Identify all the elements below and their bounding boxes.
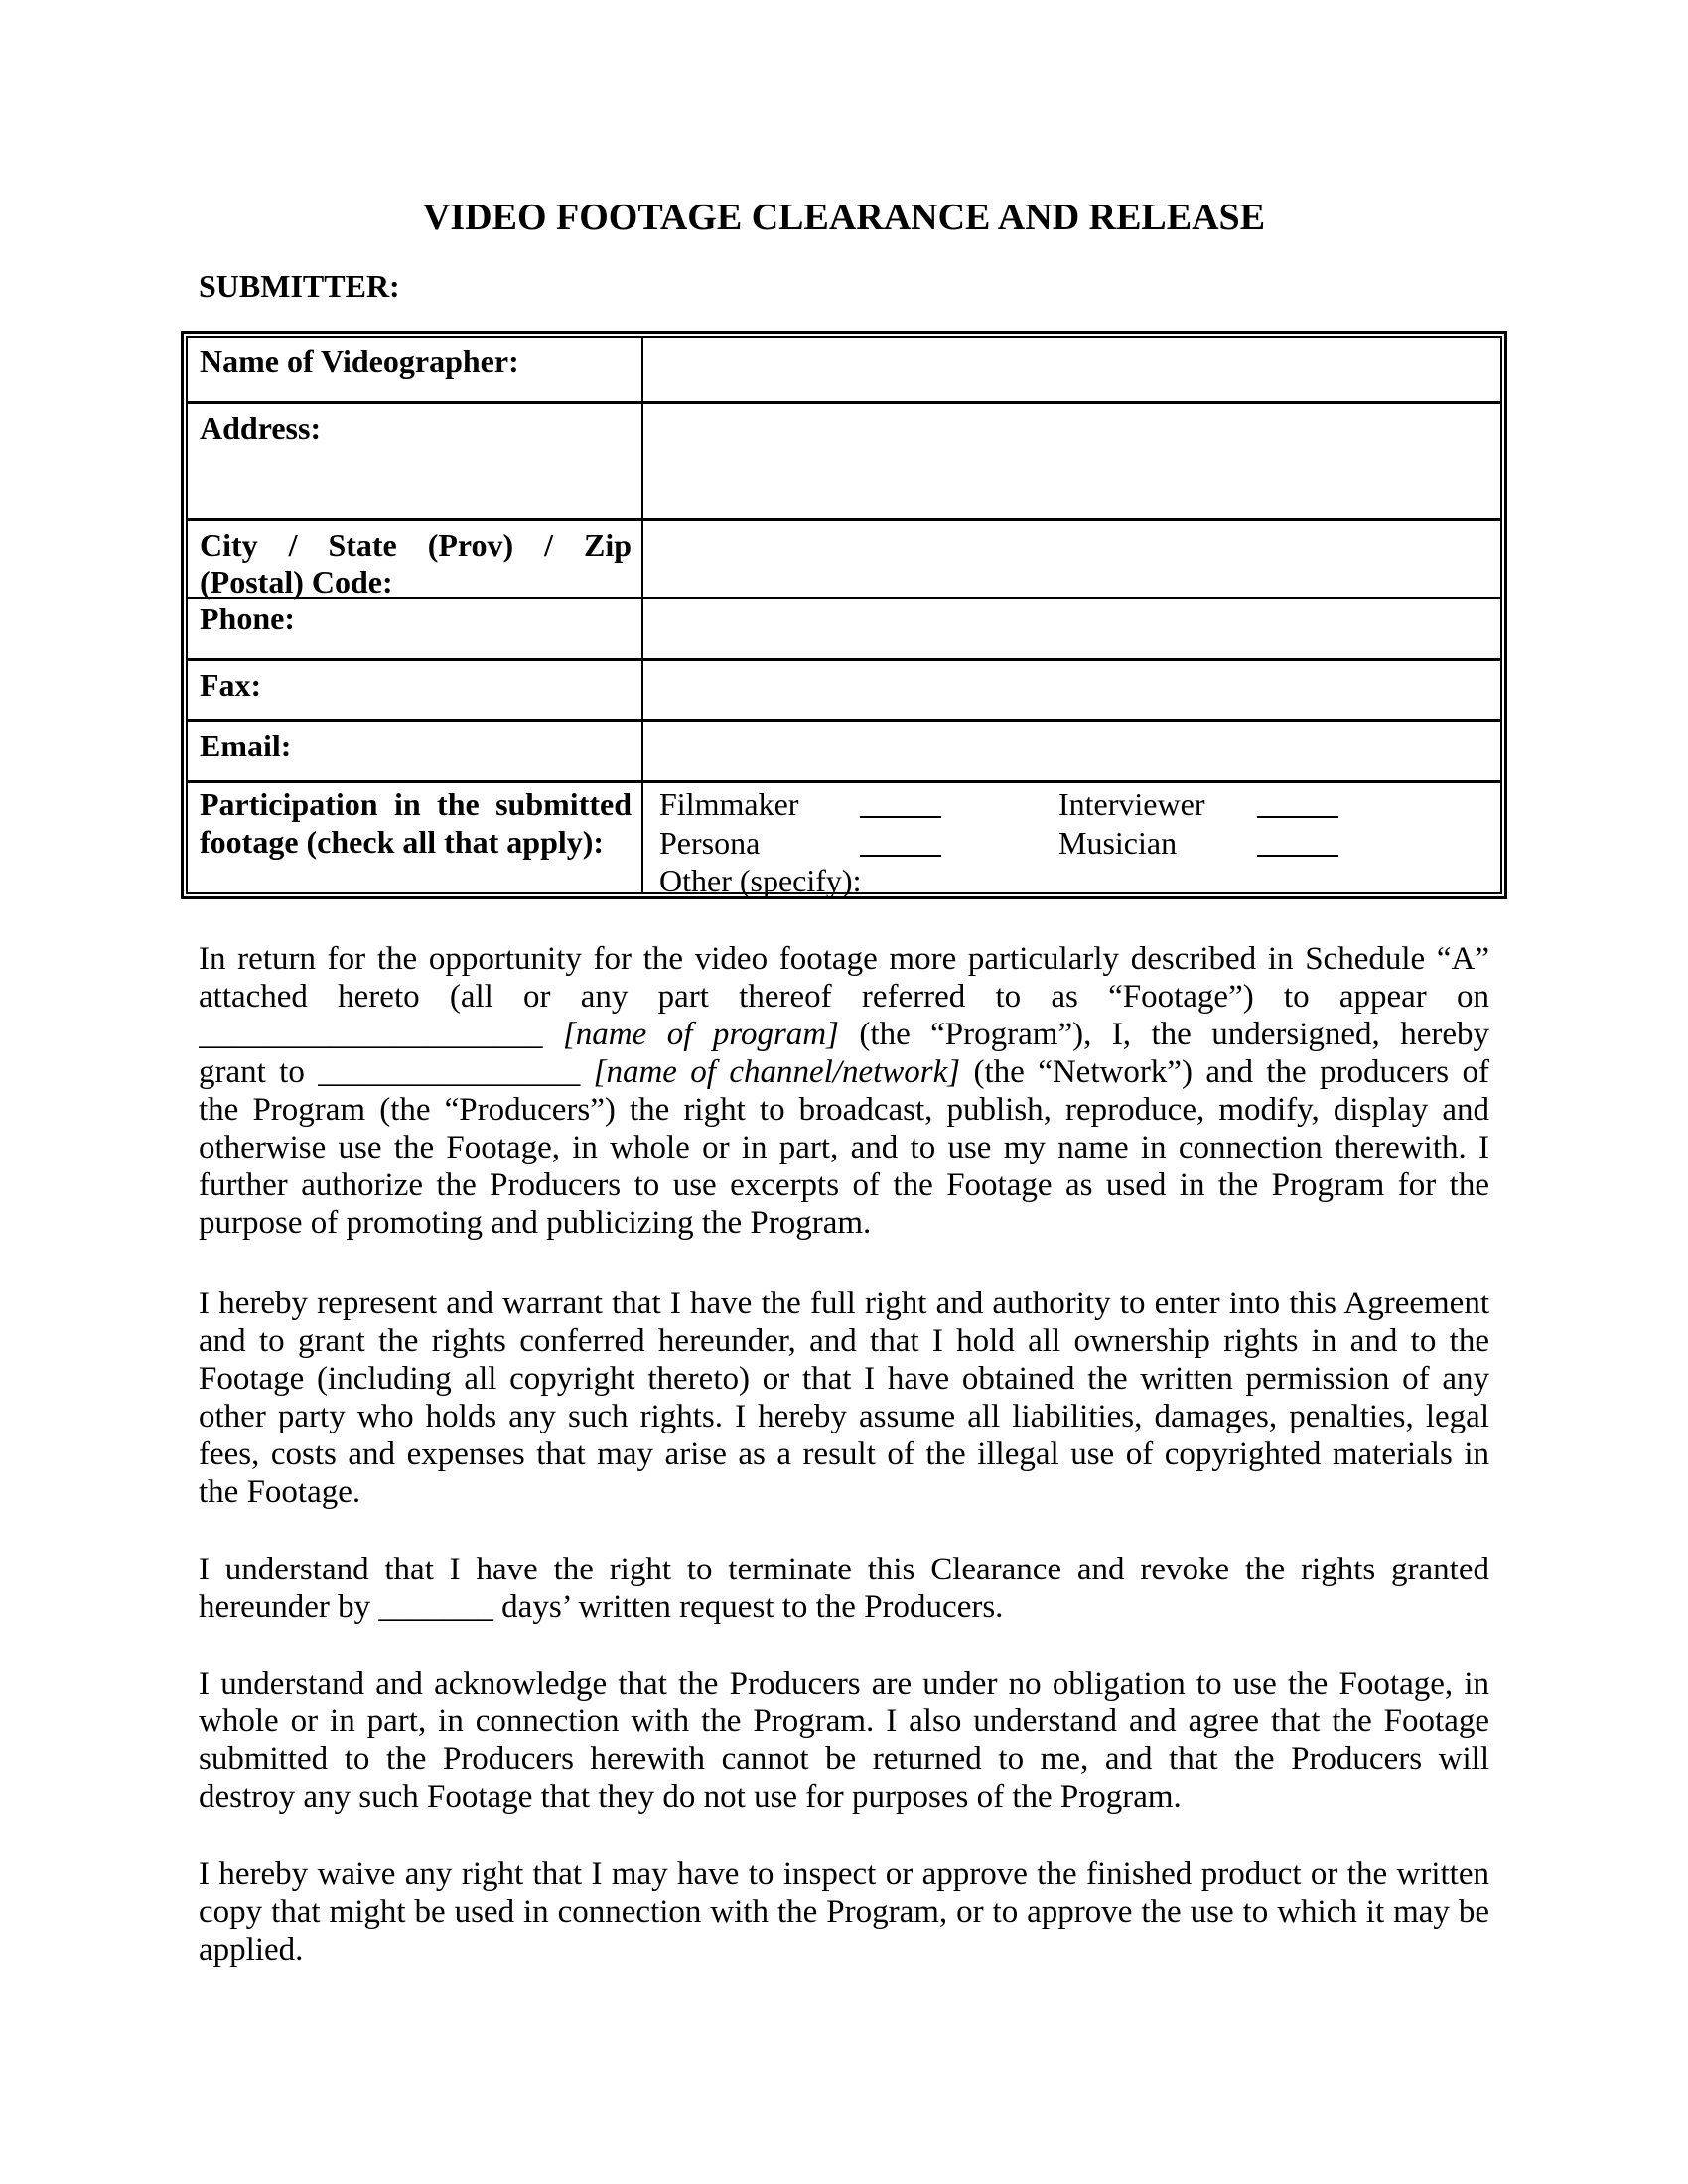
fill-in-blank[interactable]: _____________________ bbox=[199, 1017, 543, 1052]
paragraph-line bbox=[199, 1931, 1489, 1969]
paragraph-line bbox=[199, 940, 1489, 978]
text-run: (the “Network”) and the producers of bbox=[960, 1054, 1489, 1090]
paragraph-line bbox=[199, 1665, 1489, 1703]
section-heading-submitter: SUBMITTER: bbox=[199, 268, 400, 304]
form-row-fax bbox=[188, 658, 1500, 719]
paragraph-line bbox=[199, 1166, 1489, 1204]
phone-field[interactable] bbox=[643, 599, 1500, 658]
paragraph-line bbox=[199, 1435, 1489, 1473]
option-label-interviewer: Interviewer bbox=[1058, 786, 1205, 822]
option-musician bbox=[1058, 824, 1177, 862]
checkbox-blank-persona[interactable] bbox=[860, 855, 941, 857]
paragraph-line bbox=[199, 1473, 1489, 1511]
paragraph-line bbox=[199, 978, 1489, 1016]
submitter-form-table bbox=[181, 331, 1507, 899]
fill-in-blank[interactable]: _______ bbox=[378, 1589, 493, 1625]
paragraph-termination bbox=[199, 1551, 1489, 1626]
form-label-participation bbox=[188, 783, 643, 892]
text-run: grant to bbox=[199, 1054, 319, 1090]
text-run: Footage (including all copyright thereto) or that I have obtained the written permission of any bbox=[199, 1361, 1489, 1397]
text-run: and to grant the rights conferred hereunder, and that I hold all ownership rights in and to the bbox=[199, 1323, 1489, 1359]
form-row-city-state-zip bbox=[188, 518, 1500, 600]
text-run: the Footage. bbox=[199, 1474, 361, 1510]
paragraph-line bbox=[199, 1285, 1489, 1322]
paragraph-line bbox=[199, 1703, 1489, 1740]
paragraph-line bbox=[199, 1053, 1489, 1091]
label-line: Email: bbox=[200, 728, 292, 763]
document-title: VIDEO FOOTAGE CLEARANCE AND RELEASE bbox=[422, 197, 1266, 238]
text-run: I hereby represent and warrant that I have the full right and authority to enter into this Agreement bbox=[199, 1286, 1489, 1321]
checkbox-blank-filmmaker[interactable] bbox=[860, 816, 941, 818]
paragraph-line bbox=[199, 1016, 1489, 1053]
paragraph-line bbox=[199, 1398, 1489, 1435]
text-run: destroy any such Footage that they do not use for purposes of the Program. bbox=[199, 1779, 1182, 1815]
text-run: I understand and acknowledge that the Producers are under no obligation to use the Footage, in bbox=[199, 1666, 1489, 1702]
paragraph-line bbox=[199, 1893, 1489, 1931]
paragraph-line bbox=[199, 1588, 1489, 1626]
text-run: I hereby waive any right that I may have to inspect or approve the finished product or the written bbox=[199, 1856, 1489, 1892]
paragraph-line bbox=[199, 1360, 1489, 1398]
paragraph-line bbox=[199, 1091, 1489, 1129]
option-other bbox=[659, 862, 861, 899]
text-run: In return for the opportunity for the video footage more particularly described in Schedule “A” bbox=[199, 941, 1489, 977]
form-label-phone bbox=[188, 599, 643, 658]
text-run: purpose of promoting and publicizing the Program. bbox=[199, 1205, 872, 1241]
fill-in-blank[interactable]: ________________ bbox=[318, 1054, 581, 1090]
option-label-filmmaker: Filmmaker bbox=[659, 786, 799, 822]
paragraph-waiver bbox=[199, 1855, 1489, 1969]
form-row-phone bbox=[188, 597, 1500, 658]
paragraph-line bbox=[199, 1551, 1489, 1588]
paragraph-representations-warranties bbox=[199, 1285, 1489, 1511]
fax-field[interactable] bbox=[643, 661, 1500, 719]
text-run: otherwise use the Footage, in whole or in part, and to use my name in connection therewith. I bbox=[199, 1130, 1489, 1165]
form-label-address bbox=[188, 404, 643, 518]
option-label-other: Other (specify): bbox=[659, 863, 862, 898]
text-run: (the “Program”), I, the undersigned, hereby bbox=[838, 1017, 1489, 1052]
paragraph-line bbox=[199, 1129, 1489, 1166]
option-interviewer bbox=[1058, 785, 1204, 823]
text-run: copy that might be used in connection with the Program, or to approve the use to which it may be bbox=[199, 1894, 1489, 1930]
text-run: hereunder by bbox=[199, 1589, 379, 1625]
checkbox-blank-musician[interactable] bbox=[1257, 855, 1338, 857]
label-line: City / State (Prov) / Zip bbox=[200, 527, 632, 563]
paragraph-no-obligation bbox=[199, 1665, 1489, 1816]
text-run: attached hereto (all or any part thereof referred to as “Footage”) to appear on bbox=[199, 979, 1489, 1015]
label-line: (Postal) Code: bbox=[200, 564, 393, 600]
placeholder-hint: [name of channel/network] bbox=[593, 1054, 961, 1090]
label-line: footage (check all that apply): bbox=[200, 824, 605, 860]
text-run: whole or in part, in connection with the Program. I also understand and agree that the Footage bbox=[199, 1704, 1489, 1739]
text-run: applied. bbox=[199, 1932, 304, 1968]
option-label-persona: Persona bbox=[659, 825, 761, 861]
paragraph-line bbox=[199, 1322, 1489, 1360]
label-line: Address: bbox=[200, 410, 322, 446]
form-row-participation bbox=[188, 780, 1500, 898]
paragraph-line bbox=[199, 1855, 1489, 1893]
option-label-musician: Musician bbox=[1058, 825, 1178, 861]
placeholder-hint: [name of program] bbox=[562, 1017, 839, 1052]
city-state-zip-field[interactable] bbox=[643, 521, 1500, 597]
text-run: submitted to the Producers herewith cannot be returned to me, and that the Producers will bbox=[199, 1741, 1489, 1777]
text-run: fees, costs and expenses that may arise as a result of the illegal use of copyrighted materials in bbox=[199, 1436, 1489, 1472]
form-label-fax bbox=[188, 661, 643, 719]
videographer-name-field[interactable] bbox=[643, 338, 1500, 401]
form-label-email bbox=[188, 722, 643, 780]
paragraph-line bbox=[199, 1204, 1489, 1242]
form-label-name bbox=[188, 338, 643, 401]
participation-options bbox=[643, 783, 1500, 898]
label-line: Fax: bbox=[200, 667, 262, 703]
other-specify-field[interactable] bbox=[880, 892, 1346, 894]
text-run bbox=[580, 1054, 593, 1090]
text-run: other party who holds any such rights. I hereby assume all liabilities, damages, penalties, legal bbox=[199, 1399, 1489, 1434]
text-run: further authorize the Producers to use excerpts of the Footage as used in the Program for the bbox=[199, 1167, 1489, 1203]
option-filmmaker bbox=[659, 785, 798, 823]
label-line: Name of Videographer: bbox=[200, 343, 519, 379]
paragraph-line bbox=[199, 1778, 1489, 1816]
form-label-city-state-zip bbox=[188, 521, 643, 600]
form-row-name bbox=[188, 338, 1500, 401]
text-run: I understand that I have the right to terminate this Clearance and revoke the rights granted bbox=[199, 1552, 1489, 1587]
text-run bbox=[543, 1017, 563, 1052]
paragraph-grant-of-rights bbox=[199, 940, 1489, 1242]
label-line: Participation in the submitted bbox=[200, 786, 632, 822]
text-run: the Program (the “Producers”) the right to broadcast, publish, reproduce, modify, display and bbox=[199, 1092, 1489, 1128]
option-persona bbox=[659, 824, 760, 862]
text-run: days’ written request to the Producers. bbox=[492, 1589, 1004, 1625]
address-field[interactable] bbox=[643, 404, 1500, 518]
label-line: Phone: bbox=[200, 601, 295, 636]
form-row-email bbox=[188, 719, 1500, 780]
form-row-address bbox=[188, 401, 1500, 518]
paragraph-line bbox=[199, 1740, 1489, 1778]
email-field[interactable] bbox=[643, 722, 1500, 780]
checkbox-blank-interviewer[interactable] bbox=[1257, 816, 1338, 818]
